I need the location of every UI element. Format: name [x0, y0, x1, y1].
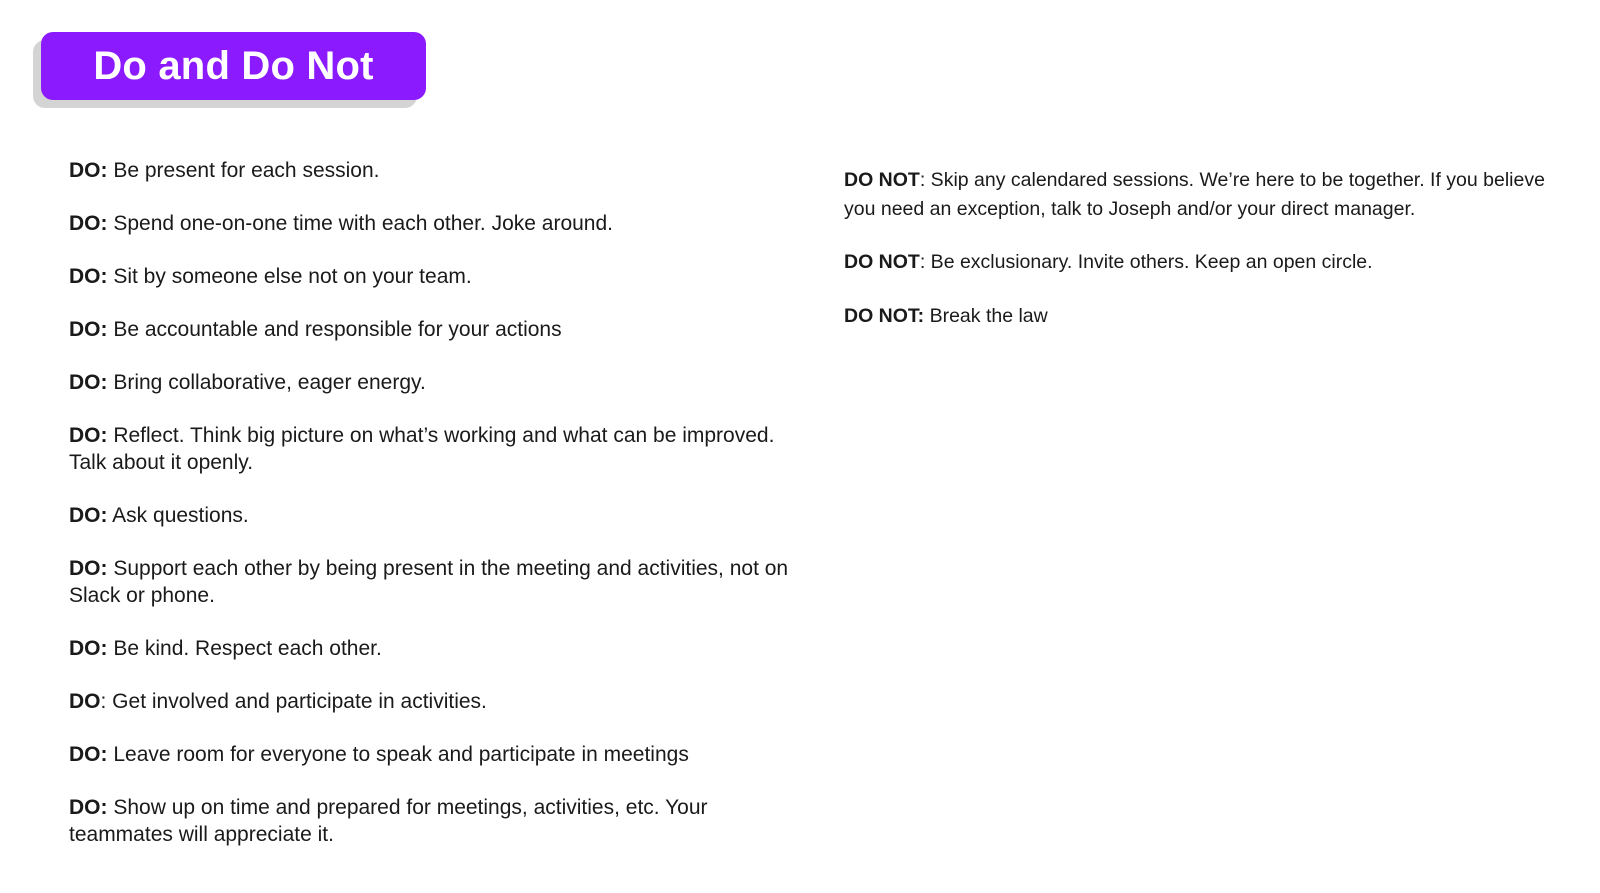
do-list	[69, 157, 789, 874]
do-not-label: DO NOT:	[844, 304, 925, 327]
do-text: Support each other by being present in the meeting and activities, not on Slack or phone.	[69, 557, 789, 607]
do-not-item	[844, 302, 1574, 331]
do-label: DO	[69, 690, 101, 713]
do-text: Be accountable and responsible for your actions	[107, 318, 562, 341]
do-item	[69, 369, 789, 396]
do-item	[69, 316, 789, 343]
do-text: Get involved and participate in activities.	[106, 690, 487, 713]
do-label: DO:	[69, 743, 108, 766]
do-item	[69, 794, 789, 848]
do-item	[69, 422, 789, 476]
do-item	[69, 688, 789, 715]
title-badge	[41, 32, 426, 100]
do-text: Bring collaborative, eager energy.	[107, 371, 426, 394]
do-text: Be present for each session.	[107, 159, 380, 182]
do-not-text: Be exclusionary. Invite others. Keep an open circle.	[925, 251, 1373, 273]
do-not-separator: :	[919, 251, 926, 273]
do-item	[69, 210, 789, 237]
do-separator: :	[100, 690, 107, 713]
do-item	[69, 157, 789, 184]
do-item	[69, 635, 789, 662]
do-item	[69, 263, 789, 290]
do-not-item	[844, 248, 1574, 277]
do-text: Show up on time and prepared for meetings, activities, etc. Your teammates will appreciate it.	[69, 796, 708, 846]
do-not-list	[844, 166, 1574, 355]
do-label: DO:	[69, 557, 108, 580]
do-label: DO:	[69, 265, 108, 288]
do-text: Ask questions.	[107, 504, 249, 527]
do-not-separator: :	[919, 169, 926, 191]
do-label: DO:	[69, 424, 108, 447]
do-not-item	[844, 166, 1574, 223]
do-text: Reflect. Think big picture on what’s working and what can be improved. Talk about it openly.	[69, 424, 775, 474]
do-text: Leave room for everyone to speak and participate in meetings	[107, 743, 689, 766]
do-item	[69, 555, 789, 609]
do-text: Be kind. Respect each other.	[107, 637, 382, 660]
do-label: DO:	[69, 796, 108, 819]
do-label: DO:	[69, 318, 108, 341]
do-not-label: DO NOT	[844, 169, 920, 191]
do-text: Sit by someone else not on your team.	[107, 265, 472, 288]
do-not-text: Break the law	[924, 304, 1048, 327]
page-title: Do and Do Not	[93, 44, 374, 88]
do-item	[69, 741, 789, 768]
do-label: DO:	[69, 637, 108, 660]
do-not-label: DO NOT	[844, 251, 920, 273]
do-label: DO:	[69, 371, 108, 394]
do-not-text: Skip any calendared sessions. We’re here to be together. If you believe you need an exception, talk to Joseph and/or your direct manager.	[844, 169, 1545, 220]
do-label: DO:	[69, 159, 108, 182]
do-item	[69, 502, 789, 529]
do-text: Spend one-on-one time with each other. Joke around.	[107, 212, 613, 235]
do-label: DO:	[69, 504, 108, 527]
do-label: DO:	[69, 212, 108, 235]
